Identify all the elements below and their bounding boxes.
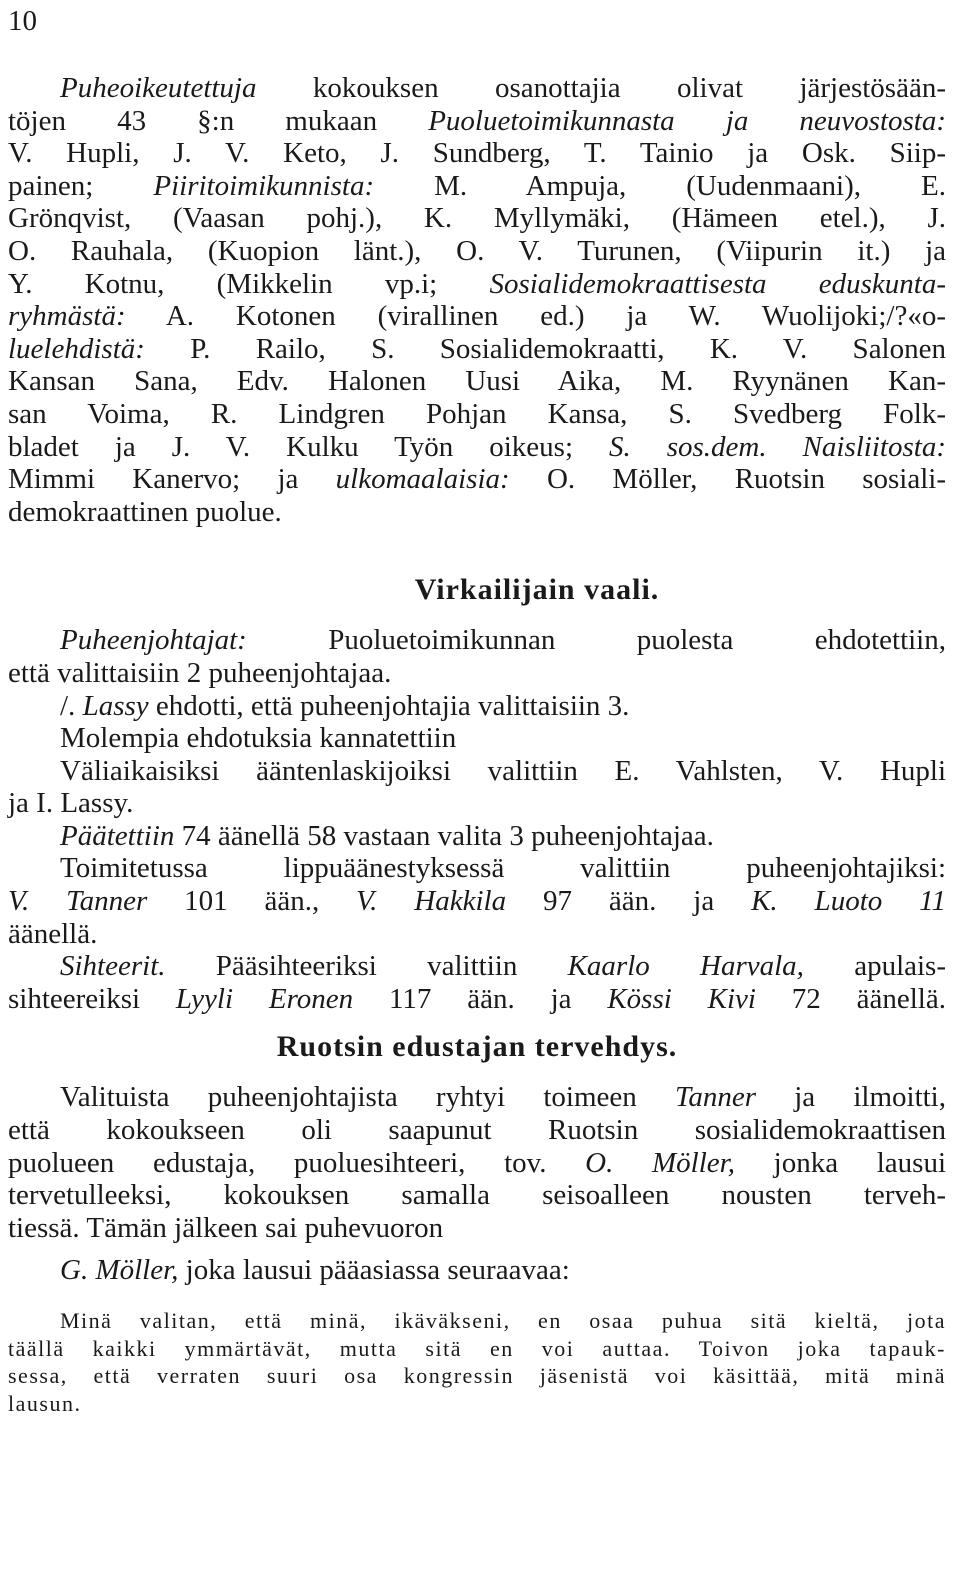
lassy-paragraph (8, 690, 946, 723)
spacer (8, 1287, 946, 1307)
italic-text: Päätettiin (60, 819, 175, 852)
counters-paragraph (8, 755, 946, 820)
line: että kokoukseen oli saapunut Ruotsin sosialidemokraattisen (8, 1114, 946, 1147)
italic-text: ulkomaalaisia: (335, 463, 510, 496)
text: 101 ään., (147, 885, 357, 918)
line (8, 885, 946, 918)
italic-text: O. Möller, (585, 1146, 735, 1179)
text: töjen 43 §:n mukaan (8, 104, 429, 137)
line: tervetulleeksi, kokouksen samalla seisoalleen nousten terveh- (8, 1179, 946, 1212)
italic-text: luelehdistä: (8, 332, 145, 365)
italic-text: Sosialidemokraattisesta eduskunta- (489, 267, 946, 300)
text: joka lausui pääasiassa seuraavaa: (178, 1254, 570, 1287)
line (8, 333, 946, 366)
italic-text: Lyyli Eronen (175, 982, 354, 1015)
line: sessa, että verraten suuri osa kongressin jäsenistä voi käsittää, mitä minä (8, 1363, 946, 1388)
line (8, 1254, 946, 1287)
italic-text: Kaarlo Harvala, (567, 950, 804, 983)
line: ja I. Lassy. (8, 787, 134, 820)
line: O. Rauhala, (Kuopion länt.), O. V. Turunen, (Viipurin it.) ja (8, 234, 946, 267)
italic-text: Puheoikeutettuja (60, 72, 257, 104)
text: painen; (8, 169, 154, 202)
line (8, 690, 946, 723)
speech-paragraph (8, 1307, 946, 1417)
italic-text: S. sos.dem. Naisliitosta: (608, 430, 946, 463)
secretaries-paragraph (8, 950, 946, 1015)
support-paragraph (8, 722, 946, 755)
line (8, 820, 946, 853)
italic-text: Kössi Kivi (607, 982, 756, 1015)
text: 74 äänellä 58 vastaan valita 3 puheenjohtajaa. (174, 819, 714, 852)
line: san Voima, R. Lindgren Pohjan Kansa, S. Svedberg Folk- (8, 397, 946, 430)
decision-paragraph (8, 820, 946, 853)
line (8, 170, 946, 203)
ballot-paragraph (8, 852, 946, 950)
italic-text: Sihteerit. (60, 950, 166, 983)
line: täällä kaikki ymmärtävät, mutta sitä en voi auttaa. Toivon joka tapauk- (8, 1335, 946, 1361)
text: ja ilmoitti, (756, 1081, 946, 1114)
text: puolueen edustaja, puoluesihteeri, tov. (8, 1146, 586, 1179)
line: Kansan Sana, Edv. Halonen Uusi Aika, M. Ryynänen Kan- (8, 365, 946, 398)
text: apulais- (803, 950, 946, 983)
line (8, 431, 946, 464)
line (8, 624, 946, 657)
text: M. Ampuja, (Uudenmaani), E. (374, 169, 946, 202)
text: Mimmi Kanervo; ja (8, 463, 336, 496)
section-heading-greeting: Ruotsin edustajan tervehdys. (276, 1030, 678, 1064)
text: kokouksen osanottajia olivat järjestösään- (256, 72, 946, 104)
line (8, 1147, 946, 1180)
page-number: 10 (8, 5, 37, 37)
document-body (8, 72, 946, 1417)
greeting-paragraph (8, 1081, 946, 1244)
text: Puoluetoimikunnan puolesta ehdotettiin, (246, 624, 946, 657)
italic-text: Lassy (82, 689, 149, 722)
text: sihteereiksi (8, 982, 176, 1015)
italic-text: V. Tanner (8, 885, 148, 918)
italic-text: K. Luoto 11 (751, 885, 946, 918)
italic-text: Tanner (674, 1081, 757, 1114)
italic-text: ryhmästä: (8, 300, 126, 333)
line: V. Hupli, J. V. Keto, J. Sundberg, T. Tainio ja Osk. Siip- (8, 137, 946, 170)
line (8, 300, 946, 333)
text: Valituista puheenjohtajista ryhtyi toimeen (60, 1081, 675, 1114)
text: P. Railo, S. Sosialidemokraatti, K. V. Salonen (144, 332, 946, 365)
line: että valittaisiin 2 puheenjohtajaa. (8, 656, 392, 689)
line: demokraattinen puolue. (8, 495, 282, 528)
italic-text: G. Möller, (60, 1254, 179, 1287)
text: 117 ään. ja (353, 982, 608, 1015)
line: Grönqvist, (Vaasan pohj.), K. Myllymäki, (Hämeen etel.), J. (8, 202, 946, 235)
section-heading-elections: Virkailijain vaali. (414, 573, 660, 607)
line (8, 105, 946, 138)
line (8, 983, 946, 1016)
line: Toimitetussa lippuäänestyksessä valittiin puheenjohtajiksi: (60, 852, 946, 885)
text: Pääsihteeriksi valittiin (165, 950, 568, 983)
chairs-paragraph (8, 624, 946, 689)
text: 72 äänellä. (755, 982, 946, 1015)
text: O. Möller, Ruotsin sosiali- (509, 463, 946, 496)
line: Väliaikaisiksi ääntenlaskijoiksi valittiin E. Vahlsten, V. Hupli (60, 754, 946, 787)
italic-text: Puheenjohtajat: (60, 624, 247, 657)
line: Minä valitan, että minä, ikäväkseni, en osaa puhua sitä kieltä, jota (60, 1308, 946, 1333)
line: lausun. (8, 1390, 82, 1416)
line: Molempia ehdotuksia kannatettiin (60, 722, 457, 755)
italic-text: Piiritoimikunnista: (153, 169, 375, 202)
line (8, 1081, 946, 1114)
spacer (8, 1244, 946, 1254)
text: bladet ja J. V. Kulku Työn oikeus; (8, 430, 609, 463)
line (8, 268, 946, 301)
text: Y. Kotnu, (Mikkelin vp.i; (8, 267, 490, 300)
line (8, 950, 946, 983)
text: ehdotti, että puheenjohtajia valittaisiin 3. (148, 689, 630, 722)
attendees-paragraph (8, 72, 946, 528)
italic-text: Puoluetoimikunnasta ja neuvostosta: (428, 104, 946, 137)
text: /. (60, 689, 83, 722)
text: jonka lausui (734, 1146, 946, 1179)
line (8, 463, 946, 496)
text: 97 ään. ja (506, 885, 752, 918)
line (8, 72, 946, 105)
italic-text: V. Hakkila (356, 885, 507, 918)
line: äänellä. (8, 917, 98, 950)
line: tiessä. Tämän jälkeen sai puhevuoron (8, 1211, 444, 1244)
text: A. Kotonen (virallinen ed.) ja W. Wuolijoki;/?«o- (125, 300, 946, 333)
speaker-paragraph (8, 1254, 946, 1287)
